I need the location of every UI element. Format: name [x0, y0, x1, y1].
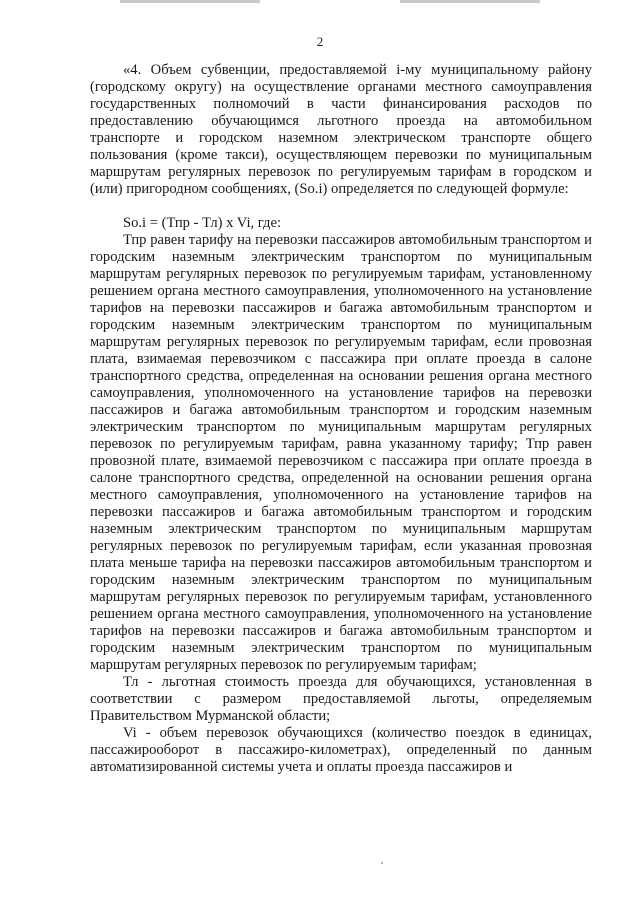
page-number: 2 [316, 34, 324, 49]
paragraph-vi-definition: Vi - объем перевозок обучающихся (количество поездок в единицах, пассажирооборот в пассажиро-километрах), определенный по данным автоматизированной системы учета и оплаты проезда пассажиров и [90, 725, 592, 775]
scan-edge-mark-right [400, 0, 540, 3]
scan-edge-mark-left [120, 0, 260, 3]
paragraph-subvention-intro: «4. Объем субвенции, предоставляемой i-му муниципальному району (городскому округу) на осуществление органами местного самоуправления государственных полномочий в части финансирования расходов по предоставлению обучающимся льготного проезда на автомобильном транспорте и городском наземном электрическом транспорте общего пользования (кроме такси), осуществляющем перевозки по муниципальным маршрутам регулярных перевозок по регулируемым тарифам в городском и (или) пригородном сообщениях, (So.i) определяется по следующей формуле: [90, 62, 592, 197]
document-body [90, 62, 592, 776]
scan-speck [381, 862, 383, 864]
paragraph-tpr-definition: Тпр равен тарифу на перевозки пассажиров автомобильным транспортом и городским наземным электрическим транспортом по муниципальным маршрутам регулярных перевозок по регулируемым тарифам, установленному решением органа местного самоуправления, уполномоченного на установление тарифов на перевозки пассажиров и багажа автомобильным транспортом и городским наземным электрическим транспортом по муниципальным маршрутам регулярных перевозок по регулируемым тарифам, если провозная плата, взимаемая перевозчиком с пассажира при оплате проезда в салоне транспортного средства, определенная на основании решения органа местного самоуправления, уполномоченного на установление тарифов на перевозки пассажиров и багажа автомобильным транспортом и городским наземным электрическим транспортом по муниципальным маршрутам регулярных перевозок по регулируемым тарифам, равна указанному тарифу; Тпр равен провозной плате, взимаемой перевозчиком с пассажира при оплате проезда в салоне транспортного средства, определенной на основании решения органа местного самоуправления, уполномоченного на установление тарифов на перевозки пассажиров и багажа автомобильным транспортом и городским наземным электрическим транспортом по муниципальным маршрутам регулярных перевозок по регулируемым тарифам, если указанная провозная плата меньше тарифа на перевозки пассажиров автомобильным транспортом и городским наземным электрическим транспортом по муниципальным маршрутам регулярных перевозок по регулируемым тарифам, установленного решением органа местного самоуправления, уполномоченного на установление тарифов на перевозки пассажиров и багажа автомобильным транспортом и городским наземным электрическим транспортом по муниципальным маршрутам регулярных перевозок по регулируемым тарифам; [90, 232, 592, 673]
paragraph-tl-definition: Тл - льготная стоимость проезда для обучающихся, установленная в соответствии с размером предоставляемой льготы, определяемым Правительством Мурманской области; [90, 674, 592, 724]
paragraph-formula: So.i = (Тпр - Тл) x Vi, где: [123, 215, 282, 231]
